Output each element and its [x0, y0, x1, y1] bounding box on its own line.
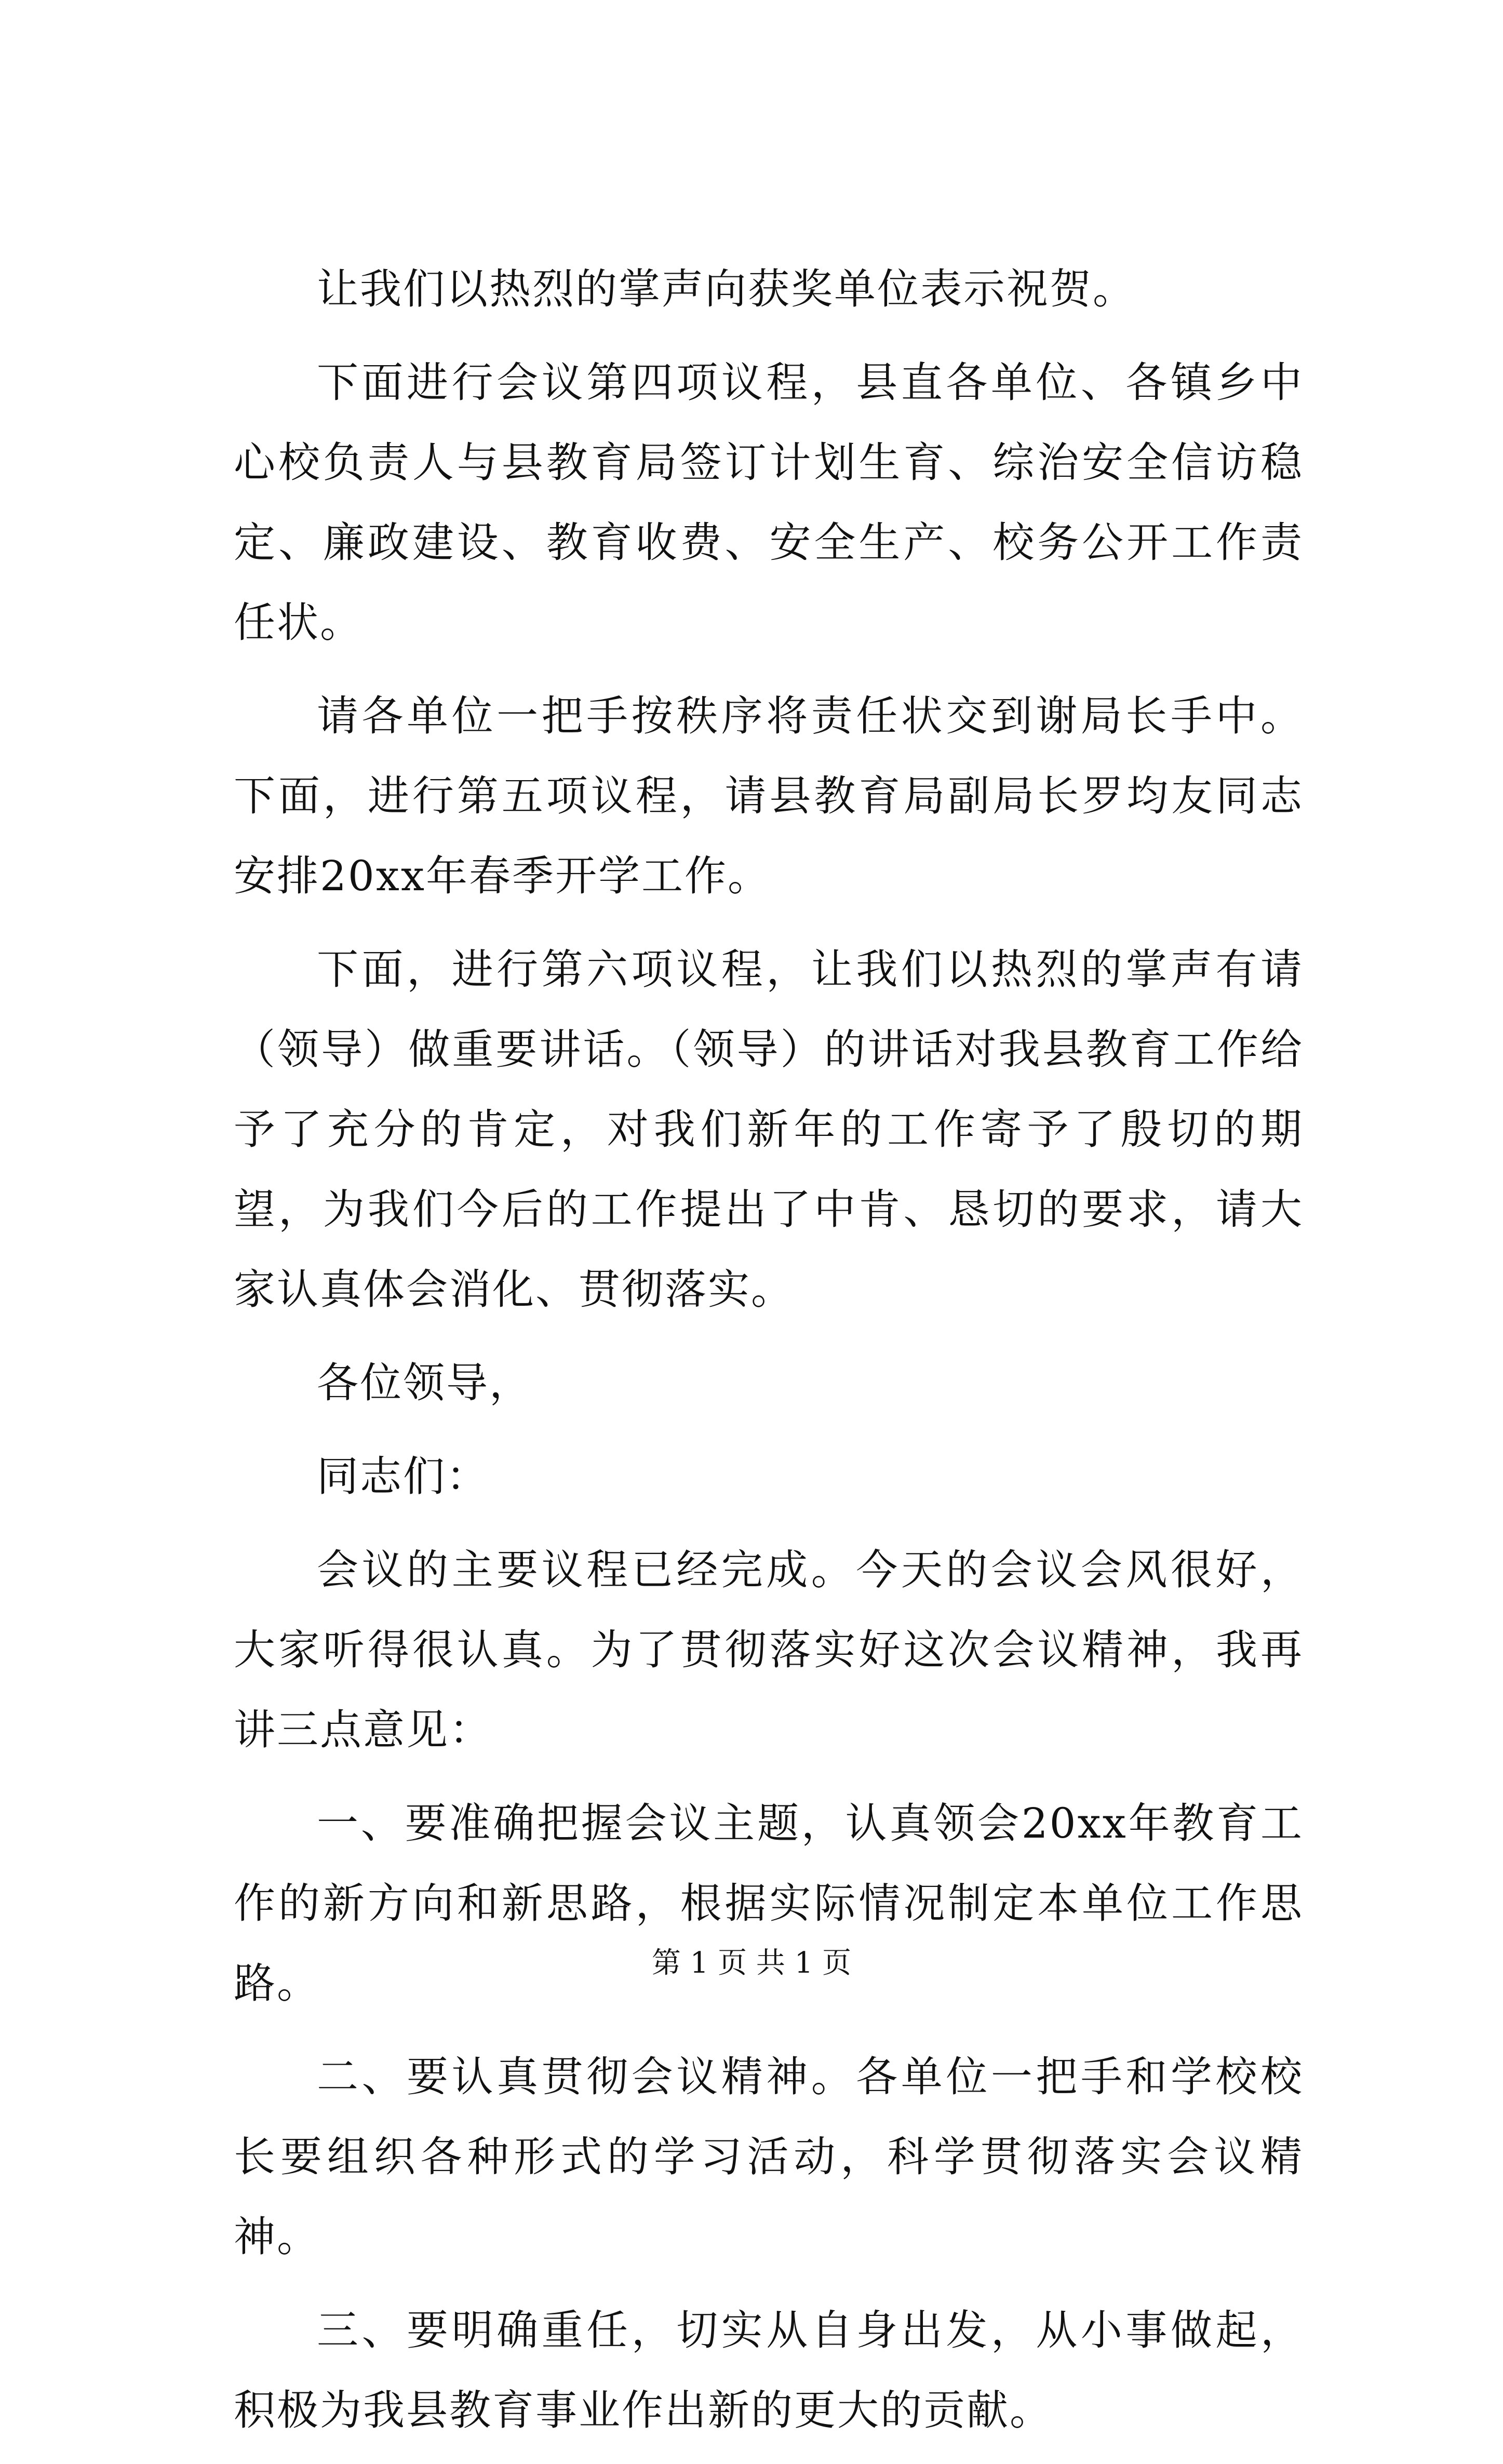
paragraph-3: 请各单位一把手按秩序将责任状交到谢局长手中。下面，进行第五项议程，请县教育局副局长罗均友同志安排20xx年春季开学工作。 — [234, 692, 1304, 900]
paragraph-6: 同志们： — [317, 1452, 489, 1501]
paragraph-5: 各位领导， — [317, 1359, 532, 1407]
paragraph-2: 下面进行会议第四项议程，县直各单位、各镇乡中心校负责人与县教育局签订计划生育、综治安全信访稳定、廉政建设、教育收费、安全生产、校务公开工作责任状。 — [234, 358, 1304, 647]
paragraph-4: 下面，进行第六项议程，让我们以热烈的掌声有请（领导）做重要讲话。（领导）的讲话对我县教育工作给予了充分的肯定，对我们新年的工作寄予了殷切的期望，为我们今后的工作提出了中肯、恳切的要求，请大家认真体会消化、贯彻落实。 — [234, 945, 1304, 1314]
page-footer: 第 1 页 共 1 页 — [651, 1946, 852, 1980]
paragraph-7: 会议的主要议程已经完成。今天的会议会风很好，大家听得很认真。为了贯彻落实好这次会议精神，我再讲三点意见： — [234, 1546, 1304, 1754]
document-body — [234, 249, 1304, 2464]
paragraph-10: 三、要明确重任，切实从自身出发，从小事做起，积极为我县教育事业作出新的更大的贡献。 — [234, 2306, 1304, 2434]
paragraph-1: 让我们以热烈的掌声向获奖单位表示祝贺。 — [317, 265, 1136, 313]
paragraph-9: 二、要认真贯彻会议精神。各单位一把手和学校校长要组织各种形式的学习活动，科学贯彻落实会议精神。 — [234, 2053, 1304, 2261]
paragraph-8: 一、要准确把握会议主题，认真领会20xx年教育工作的新方向和新思路，根据实际情况制定本单位工作思路。 — [234, 1799, 1304, 2007]
